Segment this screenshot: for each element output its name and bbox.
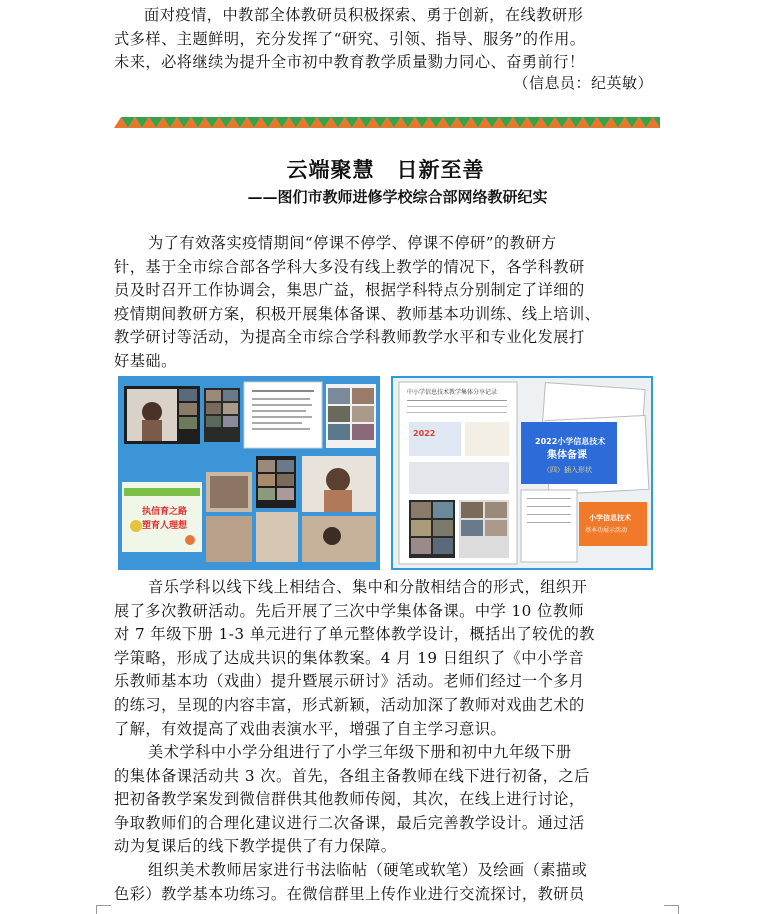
- text-line: 的集体备课活动共 3 次。首先，各组主备教师在线下进行初备，之后: [114, 766, 590, 785]
- text-line: 员及时召开工作协调会，集思广益，根据学科特点分别制定了详细的: [114, 281, 585, 300]
- doc-header-text: 中小学信息技术教学集体分享记录: [407, 389, 498, 396]
- mini-slide-year: 2022: [413, 429, 436, 438]
- text-line: 未来，必将继续为提升全市初中教育教学质量勠力同心、奋勇前行！: [114, 53, 585, 72]
- meeting-collage-illustration: [118, 376, 380, 570]
- banner-text-2: 塑育人理想: [142, 521, 188, 531]
- orange-sub-text: 基本功展示活动: [585, 527, 628, 534]
- text-line: 式多样、主题鲜明，充分发挥了“研究、引领、指导、服务”的作用。: [114, 29, 586, 48]
- intro-paragraph: [114, 232, 660, 374]
- text-line: 色彩）教学基本功练习。在微信群里上传作业进行交流探讨，教研员: [114, 884, 585, 903]
- text-line: 了解，有效提高了戏曲表演水平，增强了自主学习意识。: [114, 719, 507, 738]
- text-line: 音乐学科以线下线上相结合、集中和分散相结合的形式，组织开: [148, 578, 588, 596]
- slide-sub-text: 集体备课: [547, 450, 587, 461]
- text-line: 好基础。: [114, 351, 177, 370]
- article-title: 云端聚慧 日新至善: [286, 157, 485, 182]
- text-line: 对 7 年级下册 1-3 单元进行了单元整体教学设计，概括出了较优的教: [114, 625, 595, 644]
- text-line: 争取教师们的合理化建议进行二次备课，最后完善教学设计。通过活: [114, 813, 585, 832]
- text-line: 面对疫情，中教部全体教研员积极探索、勇于创新，在线教研形: [144, 6, 584, 24]
- text-line: 学策略，形成了达成共识的集体教案。4 月 19 日组织了《中小学音: [114, 648, 585, 667]
- text-line: 组织美术教师居家进行书法临帖（硬笔或软笔）及绘画（素描或: [148, 861, 588, 879]
- text-line: 为了有效落实疫情期间“停课不停学、停课不停研”的教研方: [148, 234, 557, 252]
- lesson-planning-illustration: [393, 378, 651, 568]
- banner-text-1: 执信育之路: [142, 507, 188, 517]
- meeting-collage-photo: [118, 376, 380, 570]
- text-line: 疫情期间教研方案，积极开展集体备课、教师基本功训练、线上培训、: [114, 304, 601, 323]
- text-line: 美术学科中小学分组进行了小学三年级下册和初中九年级下册: [148, 743, 572, 761]
- art-paragraph: [114, 741, 660, 859]
- practice-paragraph: [114, 859, 660, 906]
- music-paragraph: [114, 576, 660, 741]
- text-line: 乐教师基本功（戏曲）提升暨展示研讨》活动。老师们经过一个多月: [114, 672, 585, 691]
- triangle-divider: [114, 116, 660, 128]
- text-line: 把初备教学案发到微信群供其他教师传阅，其次，在线上进行讨论，: [114, 790, 585, 809]
- article-subtitle: ——图们市教师进修学校综合部网络教研纪实: [247, 188, 548, 206]
- slide-title-text: 2022小学信息技术: [535, 437, 606, 446]
- text-line: 教学研讨等活动，为提高全市综合学科教师教学水平和专业化发展打: [114, 328, 585, 347]
- lesson-planning-photo: [391, 376, 653, 570]
- signature: （信息员：纪英敏）: [513, 74, 653, 92]
- top-paragraph: [114, 4, 660, 75]
- slide-lesson-text: （四）插入形状: [543, 466, 592, 474]
- text-line: 针，基于全市综合部各学科大多没有线上教学的情况下，各学科教研: [114, 257, 585, 276]
- orange-title-text: 小学信息技术: [589, 514, 631, 522]
- text-line: 的练习，呈现的内容丰富，形式新颖，活动加深了教师对戏曲艺术的: [114, 695, 585, 714]
- text-line: 展了多次教研活动。先后开展了三次中学集体备课。中学 10 位教师: [114, 601, 585, 620]
- text-line: 动为复课后的线下教学提供了有力保障。: [114, 837, 397, 856]
